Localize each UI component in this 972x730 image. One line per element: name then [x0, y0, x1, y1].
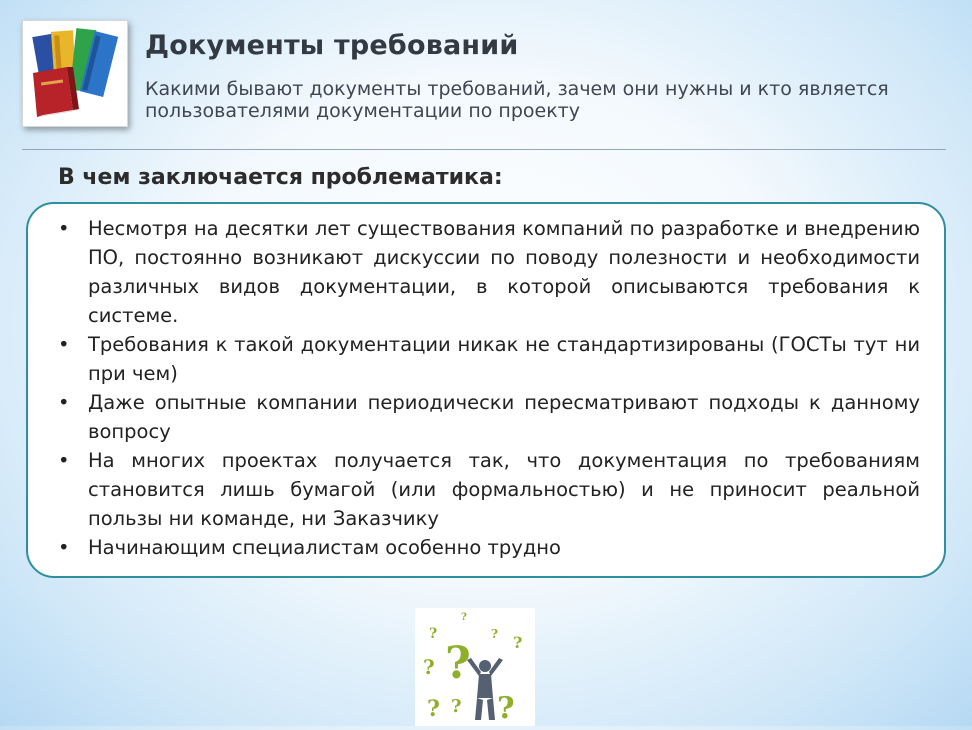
problems-box: [26, 202, 946, 578]
svg-text:?: ?: [445, 638, 471, 689]
svg-text:?: ?: [513, 633, 523, 652]
bullet-item: • Даже опытные компании периодически пересматривают подходы к данному вопросу: [88, 388, 920, 446]
books-icon: [22, 20, 128, 127]
bullet-item: • Требования к такой документации никак не стандартизированы (ГОСТы тут ни при чем): [88, 330, 920, 388]
bullet-icon: •: [58, 217, 70, 240]
svg-text:?: ?: [429, 626, 438, 642]
svg-text:?: ?: [461, 612, 467, 623]
bullet-icon: •: [58, 333, 70, 356]
bullet-item: • На многих проектах получается так, что документация по требованиям становится лишь бумагой (или формальностью) и не приносит реальной пользы ни команде, ни Заказчику: [88, 446, 920, 533]
svg-text:?: ?: [491, 627, 499, 641]
svg-text:?: ?: [497, 691, 515, 726]
page-title: Документы требований: [145, 30, 519, 61]
svg-text:?: ?: [427, 696, 440, 722]
svg-text:?: ?: [423, 655, 435, 679]
bullet-item: • Несмотря на десятки лет существования компаний по разработке и внедрению ПО, постоянно возникают дискуссии по поводу полезности и необходимости различных видов документации, в которой описываются требования к системе.: [88, 214, 920, 330]
bullet-list: [28, 204, 944, 562]
section-heading: В чем заключается проблематика:: [58, 165, 503, 190]
bullet-item: • Начинающим специалистам особенно трудно: [88, 533, 920, 562]
svg-text:?: ?: [451, 696, 462, 717]
header-divider: [22, 149, 946, 150]
bullet-icon: •: [58, 449, 70, 472]
bullet-icon: •: [58, 536, 70, 559]
question-marks-person-icon: [415, 608, 535, 726]
page-subtitle: Какими бывают документы требований, зачем они нужны и кто является пользователями документации по проекту: [145, 78, 889, 122]
bullet-icon: •: [58, 391, 70, 414]
